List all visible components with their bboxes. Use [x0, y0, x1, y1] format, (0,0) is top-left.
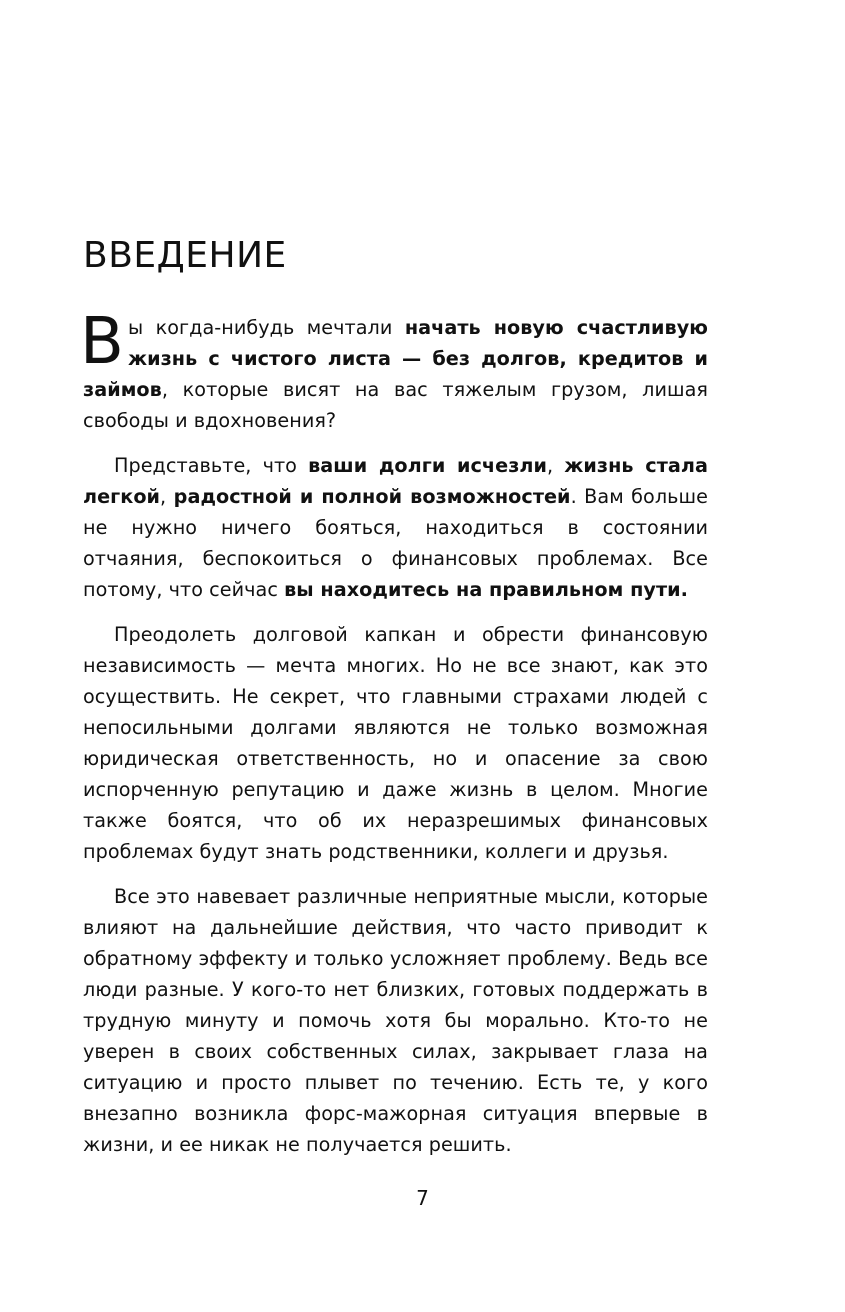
paragraph-2-text-1: Представьте, что — [114, 454, 309, 477]
paragraph-2-bold-3: радостной и полной возможностей — [173, 485, 571, 508]
chapter-title: ВВЕДЕНИЕ — [83, 235, 287, 276]
body-text — [80, 305, 708, 1174]
paragraph-2-text-2: , — [547, 454, 565, 477]
paragraph-1 — [80, 305, 708, 436]
paragraph-2 — [83, 450, 708, 605]
paragraph-1-text-1: ы когда-нибудь мечтали — [127, 316, 405, 339]
paragraph-4: Все это навевает различные неприятные мысли, которые влияют на дальнейшие действия, что часто приводит к обратному эффекту и только усложняет проблему. Ведь все люди разные. У кого-то нет близких, готовых поддержать в трудную минуту и помочь хотя бы морально. Кто-то не уверен в своих собственных силах, закрывает глаза на ситуацию и просто плывет по течению. Есть те, у кого внезапно возникла форс-мажорная ситуация впервые в жизни, и ее никак не получается решить. — [83, 885, 708, 1156]
paragraph-2-text-4: . Вам больше не нужно ничего бояться, находиться в состоянии отчаяния, беспокоиться о финансовых проблемах. Все потому, что сейчас — [83, 485, 708, 601]
paragraph-2-bold-1: ваши долги исчезли — [308, 454, 548, 477]
drop-cap: В — [80, 305, 124, 379]
paragraph-2-bold-2: жизнь стала легкой — [83, 454, 708, 508]
paragraph-3: Преодолеть долговой капкан и обрести финансовую независимость — мечта многих. Но не все знают, как это осуществить. Не секрет, что главными страхами людей с непосильными долгами являются не только возможная юридическая ответственность, но и опасение за свою испорченную репутацию и даже жизнь в целом. Многие также боятся, что об их неразрешимых финансовых проблемах будут знать родственники, коллеги и друзья. — [83, 623, 708, 863]
paragraph-1-text-2: , которые висят на вас тяжелым грузом, лишая свободы и вдохновения? — [83, 378, 708, 432]
paragraph-2-bold-4: вы находитесь на правильном пути. — [284, 578, 688, 601]
paragraph-2-text-3: , — [160, 485, 174, 508]
paragraph-1-bold-1: начать новую счастливую жизнь с чистого листа — без долгов, кредитов и займов — [83, 316, 708, 401]
page-number: 7 — [416, 1186, 429, 1210]
